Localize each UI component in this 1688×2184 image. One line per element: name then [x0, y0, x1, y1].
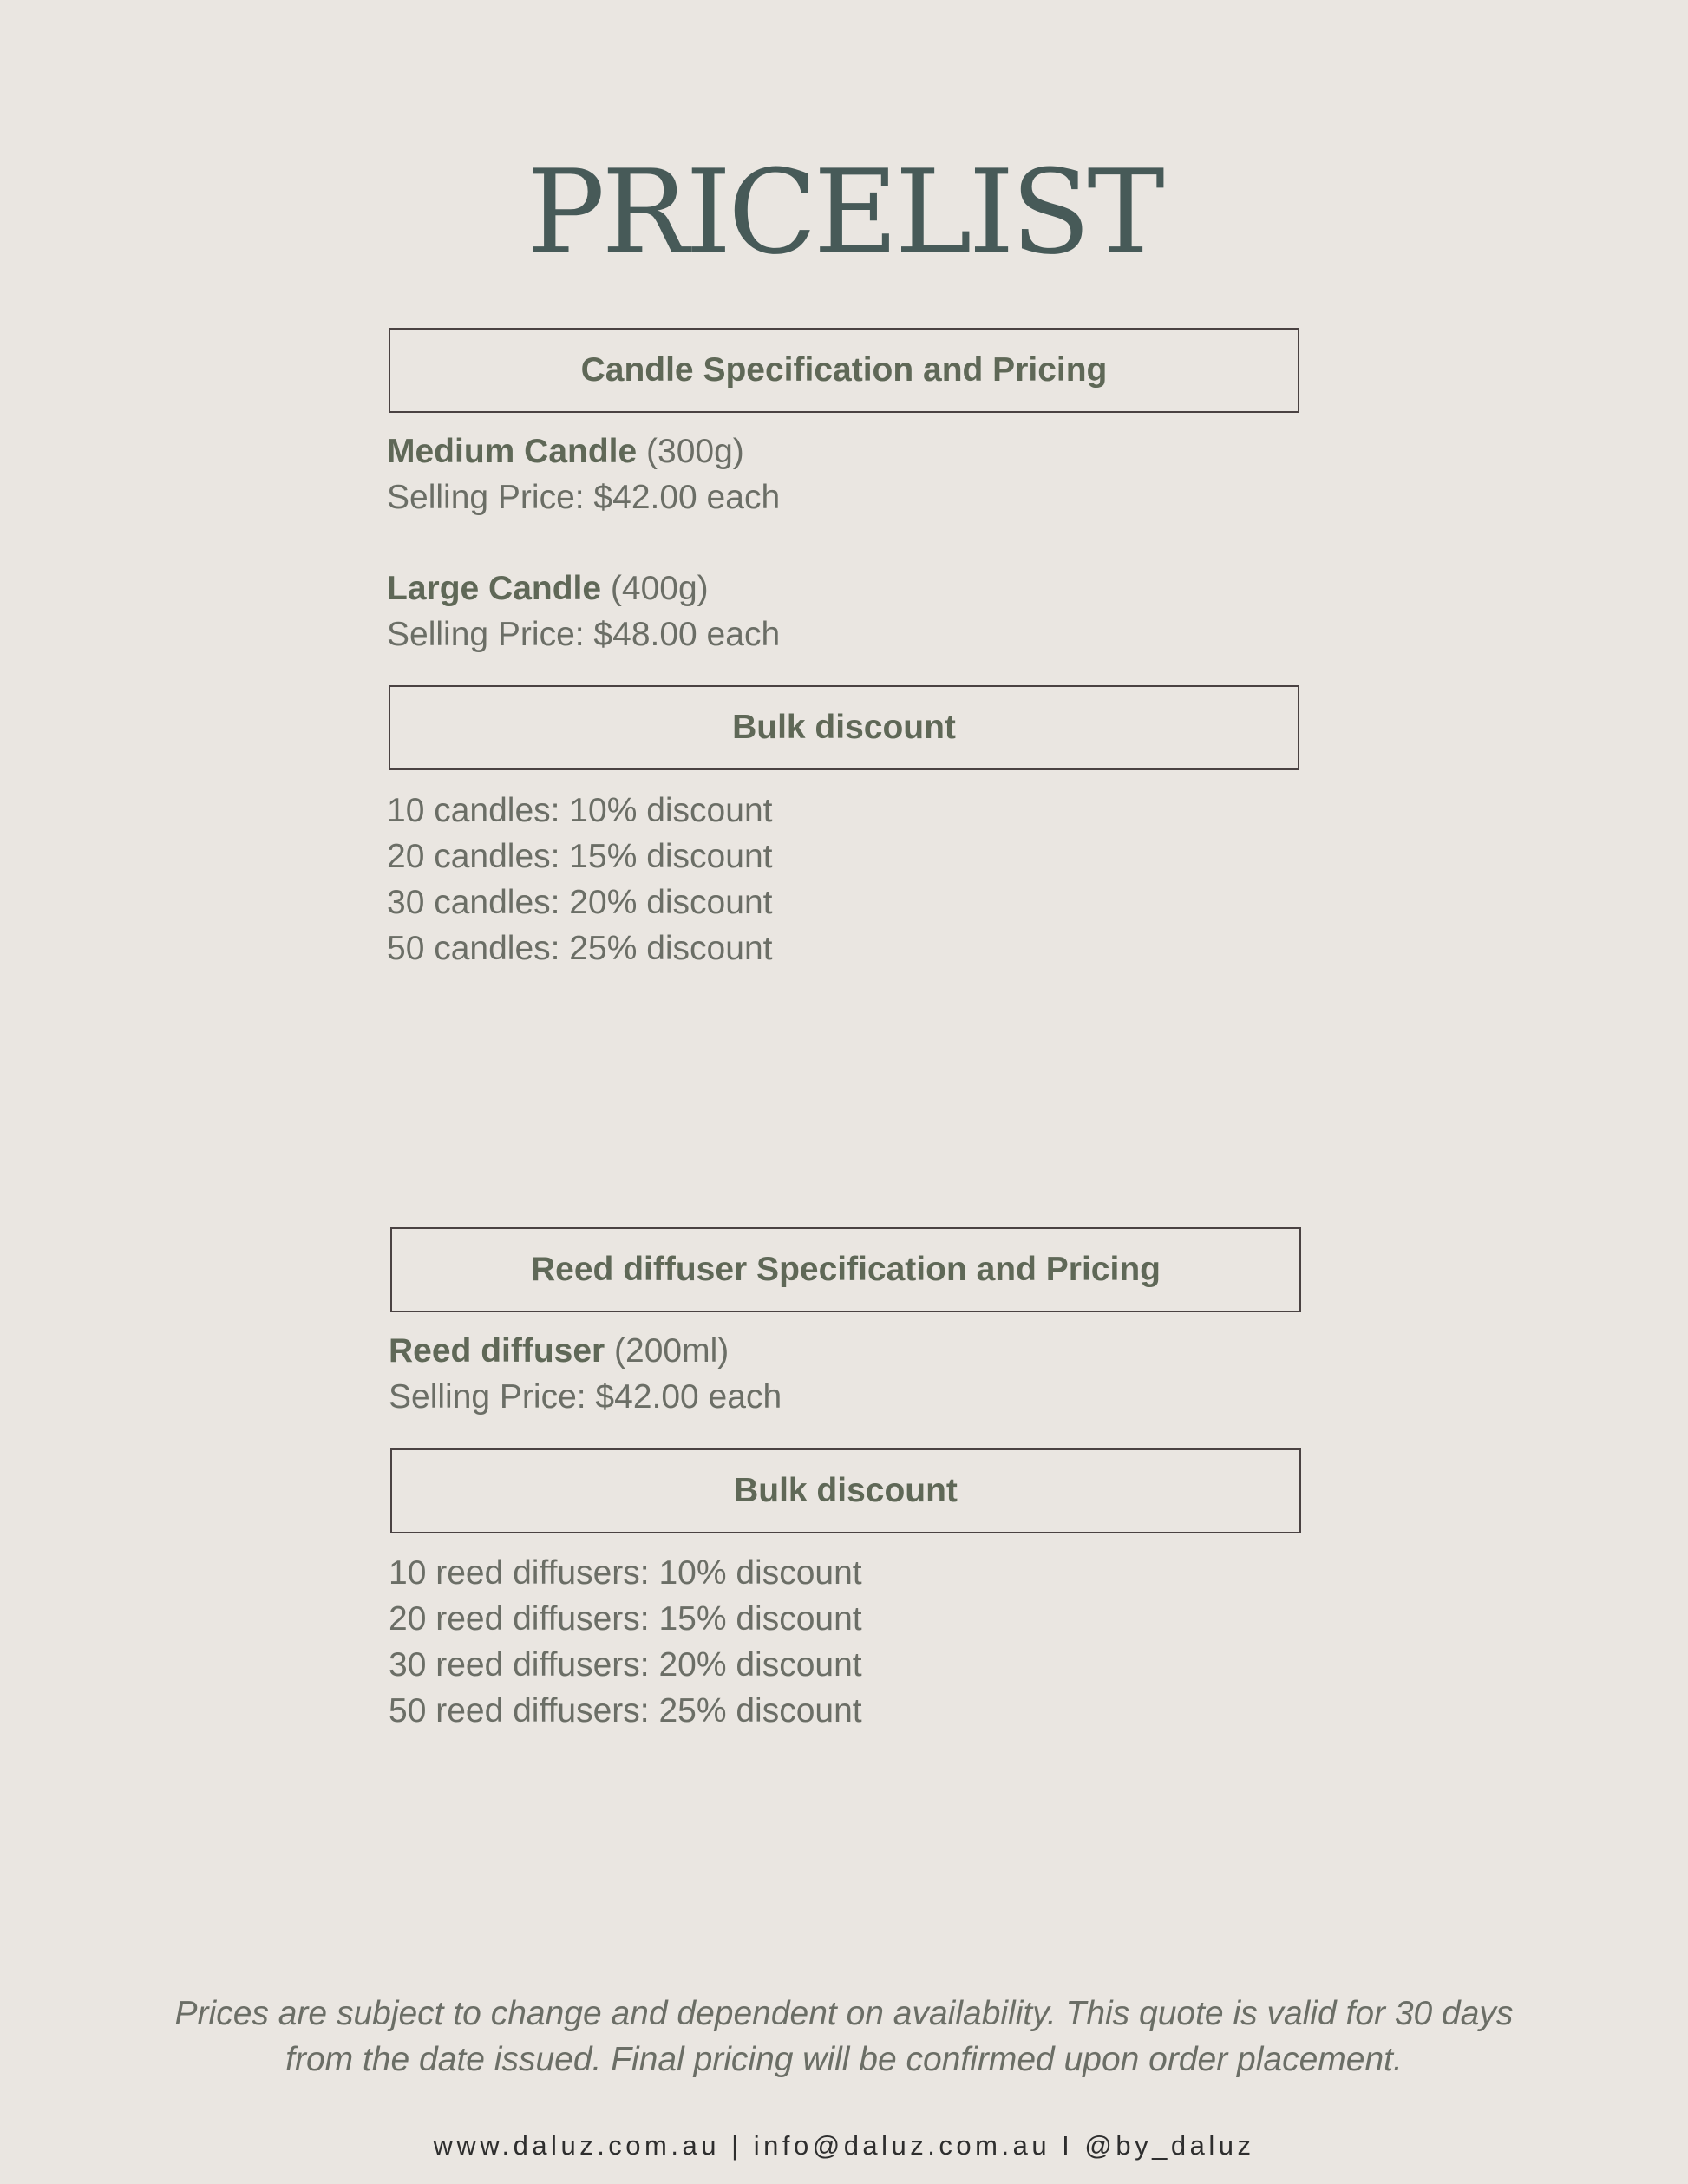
product-size: (400g) [601, 570, 709, 607]
bulk-tier: 20 reed diffusers: 15% discount [389, 1600, 862, 1638]
large-candle-title [387, 566, 780, 611]
product-name: Large Candle [387, 570, 602, 607]
contact-line: www.daluz.com.au | info@daluz.com.au I @by_daluz [433, 2130, 1255, 2161]
medium-candle-title [387, 428, 780, 474]
bulk-tier: 10 reed diffusers: 10% discount [389, 1554, 862, 1592]
product-size: (200ml) [605, 1332, 730, 1370]
medium-candle-item [387, 428, 780, 520]
terms-note-line: Prices are subject to change and dependent on availability. This quote is valid for 30 days [174, 1995, 1514, 2032]
bulk-tier: 10 candles: 10% discount [387, 792, 773, 829]
page-title: PRICELIST [527, 145, 1161, 280]
large-candle-item [387, 566, 780, 657]
product-name: Reed diffuser [389, 1332, 605, 1370]
candle-section-heading: Candle Specification and Pricing [580, 351, 1108, 389]
candle-bulk-heading-box [389, 685, 1299, 770]
product-price: Selling Price: $42.00 each [387, 479, 781, 516]
terms-note [0, 1991, 1688, 2083]
diffuser-bulk-heading-box [390, 1448, 1301, 1533]
diffuser-bulk-heading: Bulk discount [734, 1472, 958, 1509]
terms-note-line: from the date issued. Final pricing will be confirmed upon order placement. [285, 2041, 1403, 2078]
reed-diffuser-title [389, 1328, 782, 1374]
bulk-tier: 20 candles: 15% discount [387, 838, 773, 875]
product-price: Selling Price: $42.00 each [389, 1378, 782, 1416]
bulk-tier: 30 candles: 20% discount [387, 884, 773, 921]
diffuser-bulk-list [389, 1550, 862, 1734]
diffuser-section-heading: Reed diffuser Specification and Pricing [531, 1251, 1161, 1288]
candle-bulk-list [387, 788, 772, 971]
product-name: Medium Candle [387, 433, 638, 470]
candle-section-heading-box [389, 328, 1299, 413]
reed-diffuser-item [389, 1328, 782, 1420]
bulk-tier: 30 reed diffusers: 20% discount [389, 1646, 862, 1684]
product-size: (300g) [637, 433, 744, 470]
diffuser-section-heading-box [390, 1227, 1301, 1312]
product-price: Selling Price: $48.00 each [387, 616, 781, 653]
candle-bulk-heading: Bulk discount [732, 709, 956, 746]
bulk-tier: 50 reed diffusers: 25% discount [389, 1692, 862, 1730]
bulk-tier: 50 candles: 25% discount [387, 930, 773, 967]
